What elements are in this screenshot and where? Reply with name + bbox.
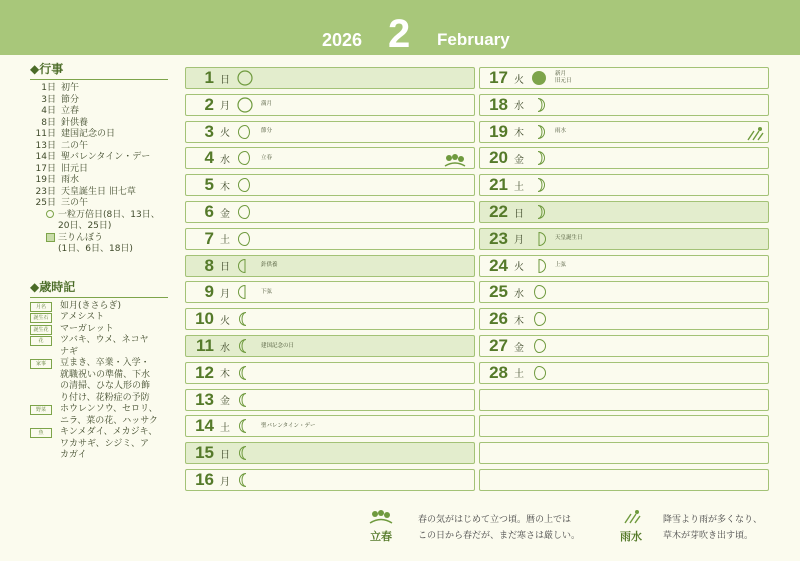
- day-number: 17: [489, 68, 508, 87]
- moon-phase-icon: [237, 70, 253, 86]
- moon-phase-icon: [531, 258, 547, 274]
- day-number: 23: [489, 228, 508, 248]
- event-title: 針供養: [61, 117, 89, 128]
- weekday-label: 月: [220, 101, 230, 113]
- day-number: 6: [204, 202, 214, 221]
- event-item: [30, 118, 168, 130]
- moon-phase-icon: [237, 472, 253, 488]
- risshun-footer-icon: [368, 508, 394, 526]
- moon-phase-icon: [237, 150, 253, 166]
- legend-item: [46, 233, 168, 256]
- day-number: 21: [489, 175, 508, 195]
- day-number: 7: [204, 228, 214, 248]
- day-row[interactable]: [185, 174, 475, 196]
- weekday-label: 金: [514, 342, 524, 354]
- day-row[interactable]: [479, 201, 769, 223]
- day-row[interactable]: [185, 362, 475, 384]
- event-item: [30, 83, 168, 95]
- usui-text: 降雪より雨が多くなり、 草木が芽吹き出す頃。: [663, 515, 763, 541]
- day-note: 節分: [261, 128, 273, 135]
- event-item: [30, 129, 168, 141]
- day-number: 15: [195, 443, 214, 463]
- day-number: 2: [204, 94, 214, 114]
- day-row[interactable]: [185, 67, 475, 89]
- day-number: 26: [489, 309, 508, 329]
- day-number: 5: [204, 175, 214, 195]
- moon-phase-icon: [531, 231, 547, 247]
- event-date: 14日: [35, 152, 56, 162]
- moon-phase-icon: [531, 284, 547, 300]
- event-item: [30, 141, 168, 153]
- events-title: ◆行事: [30, 60, 168, 80]
- day-row[interactable]: [479, 281, 769, 303]
- moon-phase-icon: [237, 338, 253, 354]
- weekday-label: 火: [514, 262, 524, 274]
- weekday-label: 金: [220, 396, 230, 408]
- saijiki-text: 如月(きさらぎ): [60, 300, 122, 311]
- day-row[interactable]: [185, 469, 475, 491]
- moon-phase-icon: [531, 338, 547, 354]
- moon-phase-icon: [237, 392, 253, 408]
- moon-phase-icon: [237, 365, 253, 381]
- moon-phase-icon: [237, 97, 253, 113]
- event-item: [30, 164, 168, 176]
- event-item: [30, 152, 168, 164]
- event-date: 4日: [41, 106, 56, 116]
- saijiki-text: ツバキ、ウメ、ネコヤ ナギ: [60, 335, 149, 357]
- saijiki-text: ホウレンソウ、セロリ、 ニラ、菜の花、ハッサク: [60, 404, 158, 426]
- day-number: 1: [204, 68, 214, 87]
- saijiki-text: アメシスト: [60, 312, 105, 322]
- saijiki-tag: 野菜: [30, 405, 52, 415]
- day-number: 20: [489, 148, 508, 168]
- day-row[interactable]: [185, 389, 475, 411]
- saijiki-list: [30, 301, 168, 462]
- month-name: February: [437, 30, 510, 49]
- day-number: 27: [489, 336, 508, 355]
- moon-phase-icon: [531, 150, 547, 166]
- event-date: 17日: [35, 163, 56, 174]
- day-number: 11: [196, 336, 214, 355]
- weekday-label: 日: [220, 74, 230, 86]
- event-title: 二の午: [61, 140, 89, 151]
- day-number: 14: [195, 416, 214, 436]
- day-row[interactable]: [479, 174, 769, 196]
- weekday-label: 月: [220, 476, 230, 488]
- risshun-text: 春の気がはじめて立つ頃。暦の上では この日から春だが、まだ寒さは厳しい。: [418, 515, 581, 541]
- circle-mark-icon: [46, 210, 58, 233]
- day-row[interactable]: [185, 308, 475, 330]
- event-title: 旧元日: [61, 163, 89, 174]
- event-item: [30, 106, 168, 118]
- empty-row: [479, 442, 769, 464]
- weekday-label: 月: [220, 288, 230, 300]
- month-number: 2: [388, 12, 411, 56]
- day-number: 4: [204, 148, 214, 168]
- legend-list: [30, 210, 168, 256]
- square-mark-icon: [46, 233, 58, 256]
- day-number: 22: [489, 202, 508, 221]
- event-date: 1日: [41, 83, 56, 93]
- saijiki-tag: 誕生花: [30, 325, 52, 335]
- weekday-label: 火: [220, 128, 230, 140]
- saijiki-tag: 月名: [30, 302, 52, 312]
- saijiki-tag: 誕生石: [30, 313, 52, 323]
- day-number: 16: [195, 470, 214, 489]
- day-row[interactable]: [185, 228, 475, 250]
- legend-item: [46, 210, 168, 233]
- empty-row: [479, 415, 769, 437]
- event-item: [30, 198, 168, 210]
- saijiki-tag: 花: [30, 336, 52, 346]
- day-row[interactable]: [185, 335, 475, 357]
- day-number: 24: [489, 255, 508, 275]
- day-number: 13: [195, 389, 214, 409]
- weekday-label: 木: [514, 128, 524, 140]
- day-note: 立春: [261, 154, 273, 161]
- day-number: 9: [204, 282, 214, 302]
- day-row[interactable]: [185, 94, 475, 116]
- usui-footer-icon: [622, 508, 642, 526]
- event-title: 初午: [61, 83, 80, 93]
- event-date: 19日: [35, 175, 56, 185]
- event-item: [30, 175, 168, 187]
- saijiki-text: マーガレット: [60, 323, 114, 334]
- day-row[interactable]: [185, 415, 475, 437]
- day-row[interactable]: [479, 335, 769, 357]
- moon-phase-icon: [237, 418, 253, 434]
- weekday-label: 火: [514, 74, 524, 86]
- day-row[interactable]: [479, 228, 769, 250]
- moon-phase-icon: [237, 258, 253, 274]
- saijiki-title: ◆歳時記: [30, 278, 168, 298]
- moon-phase-icon: [531, 70, 547, 86]
- weekday-label: 木: [514, 315, 524, 327]
- day-number: 25: [489, 282, 508, 302]
- event-date: 11日: [35, 129, 56, 139]
- weekday-label: 水: [220, 154, 230, 166]
- sidebar: [30, 60, 168, 462]
- header-bar: [0, 0, 800, 55]
- weekday-label: 水: [220, 342, 230, 354]
- event-item: [30, 95, 168, 107]
- day-note: 聖バレンタイン・デー: [261, 422, 316, 429]
- moon-phase-icon: [531, 311, 547, 327]
- moon-phase-icon: [531, 177, 547, 193]
- day-note: 雨水: [555, 128, 567, 135]
- weekday-label: 土: [220, 235, 230, 247]
- event-title: 聖バレンタイン・デー: [61, 152, 151, 162]
- weekday-label: 金: [514, 154, 524, 166]
- weekday-label: 木: [220, 369, 230, 381]
- event-date: 25日: [35, 198, 56, 208]
- moon-phase-icon: [237, 445, 253, 461]
- moon-phase-icon: [237, 204, 253, 220]
- weekday-label: 水: [514, 288, 524, 300]
- event-title: 建国記念の日: [61, 129, 116, 139]
- saijiki-item: [30, 312, 168, 324]
- moon-phase-icon: [531, 97, 547, 113]
- saijiki-item: [30, 427, 168, 462]
- weekday-label: 日: [220, 449, 230, 461]
- event-date: 13日: [35, 140, 56, 151]
- moon-phase-icon: [237, 177, 253, 193]
- day-note: 新月 旧元日: [555, 71, 572, 84]
- day-row[interactable]: [479, 67, 769, 89]
- day-row[interactable]: [479, 94, 769, 116]
- event-date: 23日: [35, 186, 56, 197]
- saijiki-item: [30, 335, 168, 358]
- saijiki-item: [30, 324, 168, 336]
- saijiki-text: キンメダイ、メカジキ、 ワカサギ、シジミ、ア カガイ: [60, 427, 158, 460]
- day-row[interactable]: [185, 281, 475, 303]
- day-number: 19: [489, 121, 508, 141]
- event-title: 節分: [61, 94, 80, 105]
- weekday-label: 土: [514, 369, 524, 381]
- day-row[interactable]: [479, 362, 769, 384]
- moon-phase-icon: [237, 311, 253, 327]
- event-date: 8日: [41, 117, 56, 128]
- events-list: [30, 83, 168, 210]
- year-label: 2026: [322, 30, 363, 50]
- day-note: 天皇誕生日: [555, 235, 583, 242]
- usui-rain-icon: [745, 125, 765, 143]
- day-number: 8: [204, 255, 214, 275]
- risshun-name: 立春: [370, 530, 392, 543]
- day-number: 3: [204, 121, 214, 141]
- day-row[interactable]: [185, 121, 475, 143]
- moon-phase-icon: [237, 231, 253, 247]
- event-title: 立春: [61, 106, 80, 116]
- day-row[interactable]: [479, 308, 769, 330]
- day-note: 建国記念の日: [261, 342, 295, 349]
- saijiki-text: 豆まき、卒業・入学・ 就職祝いの準備、下水 の清掃、ひな人形の飾 り付け、花粉症の予防: [60, 358, 151, 403]
- day-note: 満月: [261, 101, 273, 108]
- day-note: 下弦: [261, 288, 273, 295]
- moon-phase-icon: [531, 124, 547, 140]
- day-row[interactable]: [185, 442, 475, 464]
- empty-row: [479, 389, 769, 411]
- event-title: 三の午: [61, 198, 89, 208]
- saijiki-item: [30, 404, 168, 427]
- saijiki-tag: 魚: [30, 428, 52, 438]
- weekday-label: 日: [220, 262, 230, 274]
- day-row[interactable]: [185, 255, 475, 277]
- event-item: [30, 187, 168, 199]
- weekday-label: 金: [220, 208, 230, 220]
- event-title: 天皇誕生日 旧七草: [61, 186, 136, 197]
- moon-phase-icon: [531, 365, 547, 381]
- legend-text: 三りんぼう (1日、6日、18日): [58, 232, 133, 254]
- event-title: 雨水: [61, 175, 80, 185]
- weekday-label: 日: [514, 208, 524, 220]
- weekday-label: 火: [220, 315, 230, 327]
- weekday-label: 木: [220, 181, 230, 193]
- weekday-label: 水: [514, 101, 524, 113]
- day-note: 針供養: [261, 262, 278, 269]
- day-note: 上弦: [555, 262, 567, 269]
- empty-row: [479, 469, 769, 491]
- weekday-label: 土: [514, 181, 524, 193]
- day-number: 12: [195, 362, 214, 382]
- weekday-label: 月: [514, 235, 524, 247]
- day-row[interactable]: [479, 147, 769, 169]
- day-row[interactable]: [479, 255, 769, 277]
- moon-phase-icon: [531, 204, 547, 220]
- day-number: 10: [195, 309, 214, 329]
- usui-name: 雨水: [620, 530, 642, 543]
- day-row[interactable]: [185, 201, 475, 223]
- day-row[interactable]: [479, 121, 769, 143]
- day-number: 28: [489, 362, 508, 382]
- event-date: 3日: [41, 94, 56, 105]
- day-row[interactable]: [185, 147, 475, 169]
- moon-phase-icon: [237, 124, 253, 140]
- saijiki-tag: 家事: [30, 359, 52, 369]
- weekday-label: 土: [220, 422, 230, 434]
- legend-text: 一粒万倍日(8日、13日、 20日、25日): [58, 209, 160, 231]
- day-number: 18: [489, 94, 508, 114]
- risshun-uguisu-icon: [443, 152, 467, 170]
- moon-phase-icon: [237, 284, 253, 300]
- saijiki-item: [30, 301, 168, 313]
- saijiki-item: [30, 358, 168, 404]
